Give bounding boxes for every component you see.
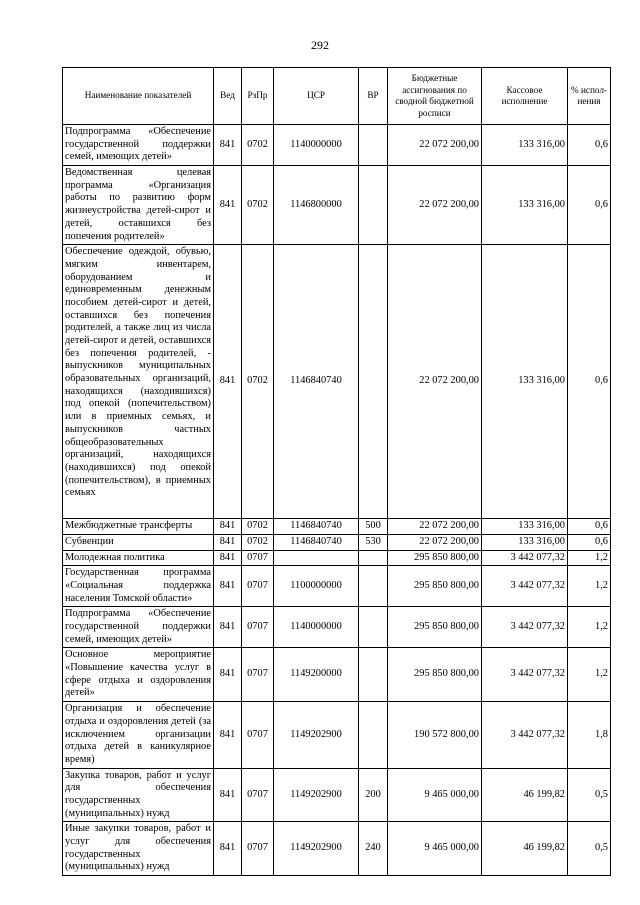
row-percent: 0,6 [568,245,611,519]
row-percent: 0,6 [568,519,611,535]
row-name: Организация и обеспечение отдыха и оздоровления детей (за исключением организации отдыха детей в каникулярное время) [63,702,214,768]
row-ved: 841 [214,534,242,550]
row-budget: 295 850 800,00 [388,550,482,566]
row-ved: 841 [214,245,242,519]
header-cash: Кассовое исполнение [482,68,568,125]
row-csr: 1146840740 [274,519,359,535]
table-row [63,534,611,550]
header-rzpr: РзПр [242,68,274,125]
row-name: Субвенции [63,534,214,550]
row-name: Основное мероприятие «Повышение качества услуг в сфере отдыха и оздоровления детей» [63,648,214,702]
header-csr: ЦСР [274,68,359,125]
row-ved: 841 [214,166,242,245]
table-row [63,550,611,566]
header-vr: ВР [359,68,388,125]
row-cash: 3 442 077,32 [482,566,568,607]
row-rzpr: 0707 [242,607,274,648]
row-name: Иные закупки товаров, работ и услуг для обеспечения государственных (муниципальных) нужд [63,822,214,876]
row-budget: 22 072 200,00 [388,125,482,166]
table-row [63,648,611,702]
row-csr: 1149200000 [274,648,359,702]
row-percent: 0,6 [568,166,611,245]
row-csr [274,550,359,566]
table-header-row [63,68,611,125]
row-vr [359,166,388,245]
page-number: 292 [311,38,329,52]
row-budget: 295 850 800,00 [388,607,482,648]
row-budget: 22 072 200,00 [388,534,482,550]
row-name: Межбюджетные трансферты [63,519,214,535]
table-row [63,607,611,648]
table-row [63,822,611,876]
row-percent: 1,2 [568,566,611,607]
row-rzpr: 0707 [242,550,274,566]
row-name: Подпрограмма «Обеспечение государственной поддержки семей, имеющих детей» [63,607,214,648]
row-rzpr: 0707 [242,768,274,822]
row-cash: 46 199,82 [482,822,568,876]
budget-execution-table [62,67,611,876]
row-vr: 500 [359,519,388,535]
row-rzpr: 0707 [242,566,274,607]
table-row [63,768,611,822]
row-cash: 3 442 077,32 [482,550,568,566]
row-cash: 3 442 077,32 [482,607,568,648]
row-name: Государственная программа «Социальная поддержка населения Томской области» [63,566,214,607]
row-csr: 1149202900 [274,768,359,822]
row-vr [359,550,388,566]
row-vr: 200 [359,768,388,822]
row-cash: 46 199,82 [482,768,568,822]
row-budget: 9 465 000,00 [388,768,482,822]
table-row [63,125,611,166]
row-csr: 1149202900 [274,822,359,876]
row-rzpr: 0702 [242,125,274,166]
row-rzpr: 0707 [242,822,274,876]
row-rzpr: 0702 [242,519,274,535]
row-percent: 1,2 [568,607,611,648]
row-csr: 1100000000 [274,566,359,607]
row-percent: 0,5 [568,822,611,876]
row-cash: 133 316,00 [482,534,568,550]
row-name: Закупка товаров, работ и услуг для обеспечения государственных (муниципальных) нужд [63,768,214,822]
row-budget: 22 072 200,00 [388,166,482,245]
row-cash: 3 442 077,32 [482,702,568,768]
row-budget: 22 072 200,00 [388,245,482,519]
row-csr: 1149202900 [274,702,359,768]
row-percent: 1,8 [568,702,611,768]
header-budget: Бюджетные ассигнования по сводной бюджетной росписи [388,68,482,125]
row-vr [359,607,388,648]
table-row [63,166,611,245]
row-rzpr: 0702 [242,166,274,245]
row-ved: 841 [214,550,242,566]
row-percent: 0,6 [568,534,611,550]
table-row [63,566,611,607]
row-cash: 133 316,00 [482,245,568,519]
row-ved: 841 [214,519,242,535]
row-ved: 841 [214,768,242,822]
row-vr [359,245,388,519]
row-csr: 1146840740 [274,534,359,550]
row-ved: 841 [214,607,242,648]
row-name: Ведомственная целевая программа «Организация работы по развитию форм жизнеустройства детей-сирот и детей, оставшихся без попечения родителей» [63,166,214,245]
row-cash: 133 316,00 [482,519,568,535]
row-budget: 9 465 000,00 [388,822,482,876]
row-cash: 133 316,00 [482,166,568,245]
row-rzpr: 0702 [242,245,274,519]
row-ved: 841 [214,702,242,768]
row-budget: 295 850 800,00 [388,566,482,607]
row-rzpr: 0707 [242,702,274,768]
row-ved: 841 [214,648,242,702]
row-budget: 22 072 200,00 [388,519,482,535]
row-csr: 1146800000 [274,166,359,245]
row-rzpr: 0707 [242,648,274,702]
row-budget: 295 850 800,00 [388,648,482,702]
row-ved: 841 [214,566,242,607]
header-ved: Вед [214,68,242,125]
row-name: Обеспечение одеждой, обувью, мягким инвентарем, оборудованием и единовременным денежным пособием детей-сирот и детей, оставшихся без попечения родителей, а также лиц из числа детей-сирот и детей, оставшихся без попечения родителей, - выпускников муниципальных образовательных организаций, находящихся (находившихся) под опекой (попечительством) или в приемных семьях, и выпускников частных общеобразовательных организаций, находящихся (находившихся) под опекой (попечительством), в приемных семьях [63,245,214,519]
row-percent: 1,2 [568,550,611,566]
row-percent: 1,2 [568,648,611,702]
header-percent: % испол-нения [568,68,611,125]
row-rzpr: 0702 [242,534,274,550]
row-vr [359,566,388,607]
row-vr [359,125,388,166]
row-vr: 530 [359,534,388,550]
row-csr: 1140000000 [274,125,359,166]
row-ved: 841 [214,125,242,166]
header-name: Наименование показателей [63,68,214,125]
row-name: Подпрограмма «Обеспечение государственной поддержки семей, имеющих детей» [63,125,214,166]
row-ved: 841 [214,822,242,876]
row-name: Молодежная политика [63,550,214,566]
row-cash: 3 442 077,32 [482,648,568,702]
table-row [63,519,611,535]
row-csr: 1140000000 [274,607,359,648]
row-percent: 0,5 [568,768,611,822]
row-vr [359,648,388,702]
row-percent: 0,6 [568,125,611,166]
row-vr [359,702,388,768]
table-row [63,702,611,768]
row-cash: 133 316,00 [482,125,568,166]
row-budget: 190 572 800,00 [388,702,482,768]
table-row [63,245,611,519]
row-csr: 1146840740 [274,245,359,519]
row-vr: 240 [359,822,388,876]
